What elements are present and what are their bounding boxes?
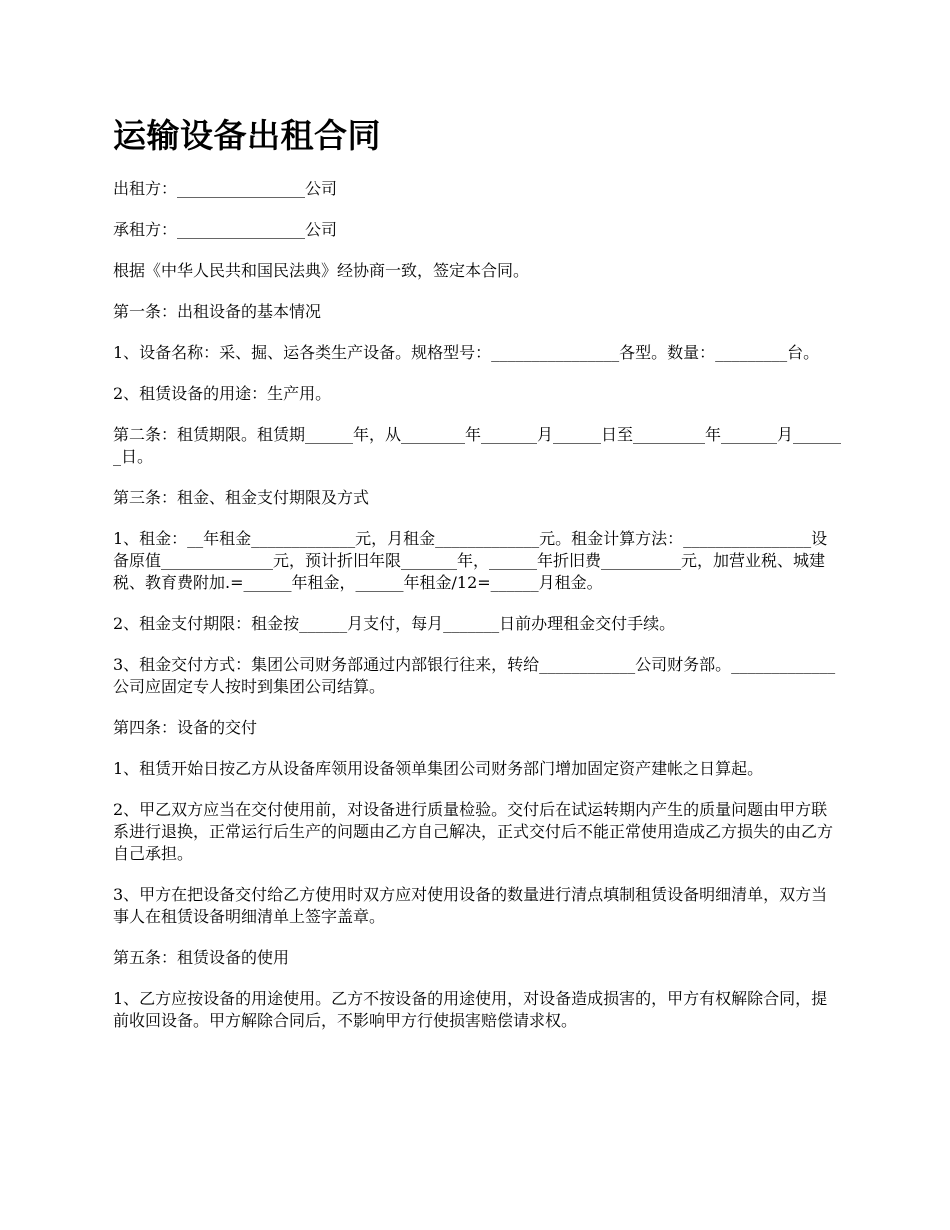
article-3-clause-3: 3、租金交付方式：集团公司财务部通过内部银行往来，转给____________公司财务部。_____________公司应固定专人按时到集团公司结算。 (113, 655, 836, 696)
article-1-clause-1: 1、设备名称：采、掘、运各类生产设备。规格型号：________________各型。数量：_________台。 (113, 343, 820, 362)
article-4-clause-2: 2、甲乙双方应当在交付使用前，对设备进行质量检验。交付后在试运转期内产生的质量问题由甲方联系进行退换，正常运行后生产的问题由乙方自己解决，正式交付后不能正常使用造成乙方损失的由乙方自己承担。 (113, 800, 834, 863)
article-1-heading: 第一条：出租设备的基本情况 (113, 302, 322, 321)
contract-page (113, 112, 841, 1051)
article-4-clause-3: 3、甲方在把设备交付给乙方使用时双方应对使用设备的数量进行清点填制租赁设备明细清单，双方当事人在租赁设备明细清单上签字盖章。 (113, 885, 828, 926)
article-3-clause-1: 1、租金：__年租金_____________元，月租金_____________元。租金计算方法：________________设备原值______________元，预计折旧年限_______年，______年折旧费__________元，加营业税、城建税、教育费附加.=______年租金，______年租金/12=______月租金。 (113, 529, 828, 592)
document-title: 运输设备出租合同 (113, 116, 381, 155)
article-3-heading: 第三条：租金、租金支付期限及方式 (113, 488, 370, 507)
article-1-clause-2: 2、租赁设备的用途：生产用。 (113, 384, 332, 403)
article-4-clause-1: 1、租赁开始日按乙方从设备库领用设备领单集团公司财务部门增加固定资产建帐之日算起。 (113, 759, 764, 778)
lessor-line: 出租方：________________公司 (113, 179, 338, 198)
article-3-clause-2: 2、租金支付期限：租金按______月支付，每月_______日前办理租金交付手续。 (113, 614, 676, 633)
lessee-line: 承租方：________________公司 (113, 220, 338, 239)
article-5-clause-1: 1、乙方应按设备的用途使用。乙方不按设备的用途使用，对设备造成损害的，甲方有权解除合同，提前收回设备。甲方解除合同后，不影响甲方行使损害赔偿请求权。 (113, 989, 828, 1030)
preamble-paragraph: 根据《中华人民共和国民法典》经协商一致，签定本合同。 (113, 261, 530, 280)
article-5-heading: 第五条：租赁设备的使用 (113, 948, 290, 967)
article-4-heading: 第四条：设备的交付 (113, 718, 258, 737)
article-2-lease-term: 第二条：租赁期限。租赁期______年，从________年_______月______日至_________年_______月_______日。 (113, 425, 842, 466)
